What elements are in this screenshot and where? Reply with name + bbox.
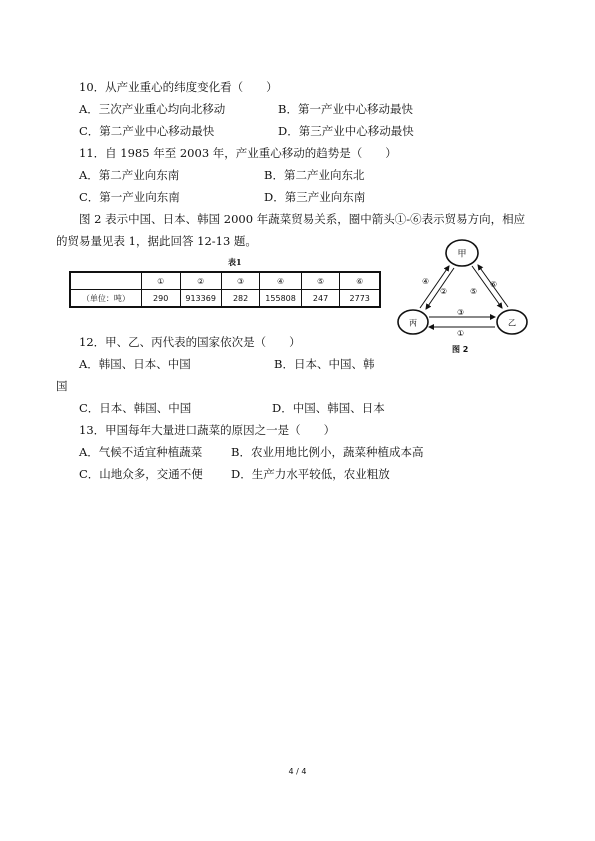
q10-option-c: C．第二产业中心移动最快 [79,124,215,138]
q12-stem: 12．甲、乙、丙代表的国家依次是（ ） [79,335,301,349]
q12-option-a: A．韩国、日本、中国 [79,357,191,371]
table-cell: 282 [221,290,260,308]
q13-option-c: C．山地众多，交通不便 [79,467,203,481]
table-header-row [70,272,380,290]
q13-option-a: A．气候不适宜种植蔬菜 [79,445,203,459]
trade-table [69,271,381,308]
q13-option-b: B．农业用地比例小，蔬菜种植成本高 [231,445,424,459]
table-row-label: （单位：吨） [70,290,141,308]
intro-line-2: 的贸易量见表 1，据此回答 12-13 题。 [56,234,257,248]
arrow-label: ⑥ [490,280,498,289]
node-jia [446,240,478,266]
page-number: 4 / 4 [288,767,307,776]
q12-option-b-wrap: 国 [56,379,68,393]
table-cell: 247 [301,290,340,308]
q12-option-c: C．日本、韩国、中国 [79,401,192,415]
q12-option-b: B．日本、中国、韩 [274,357,375,371]
q12-option-d: D．中国、韩国、日本 [272,401,385,415]
table-header-cell [70,272,141,290]
node-label-jia: 甲 [457,249,467,260]
node-label-yi: 乙 [508,318,516,328]
intro-line-1: 图 2 表示中国、日本、韩国 2000 年蔬菜贸易关系，圈中箭头①-⑥表示贸易方向，相应 [79,212,526,226]
arrow-label: ② [440,287,448,296]
q10-option-a: A．三次产业重心均向北移动 [79,102,226,116]
table-header-cell: ② [180,272,221,290]
q13-stem: 13．甲国每年大量进口蔬菜的原因之一是（ ） [79,423,336,437]
trade-table-wrapper [69,270,381,320]
q11-option-b: B．第二产业向东北 [264,168,365,182]
table-cell: 155808 [260,290,301,308]
table-header-cell: ① [141,272,180,290]
q10-option-d: D．第三产业中心移动最快 [278,124,414,138]
arrow-label: ④ [422,277,430,286]
table-row [70,290,380,308]
q11-stem: 11．自 1985 年至 2003 年，产业重心移动的趋势是（ ） [79,146,397,160]
table-header-cell: ③ [221,272,260,290]
table-header-cell: ⑤ [301,272,340,290]
table-cell: 913369 [180,290,221,308]
q10-option-b: B．第一产业中心移动最快 [278,102,413,116]
node-label-bing: 丙 [409,318,417,328]
table-cell: 2773 [340,290,380,308]
node-bing [398,310,428,334]
table-cell: 290 [141,290,180,308]
q10-stem: 10．从产业重心的纬度变化看（ ） [79,80,278,94]
table-header-cell: ⑥ [340,272,380,290]
arrow-label: ① [457,329,465,338]
arrow-label: ③ [457,308,465,317]
q11-option-a: A．第二产业向东南 [79,168,180,182]
table-caption: 表1 [228,257,242,267]
arrow-label: ⑤ [470,287,478,296]
trade-diagram [392,236,542,344]
table-header-cell: ④ [260,272,301,290]
q11-option-c: C．第一产业向东南 [79,190,180,204]
figure-caption: 图 2 [452,345,469,354]
node-yi [497,310,527,334]
q11-option-d: D．第三产业向东南 [264,190,366,204]
q13-option-d: D．生产力水平较低，农业粗放 [231,467,390,481]
